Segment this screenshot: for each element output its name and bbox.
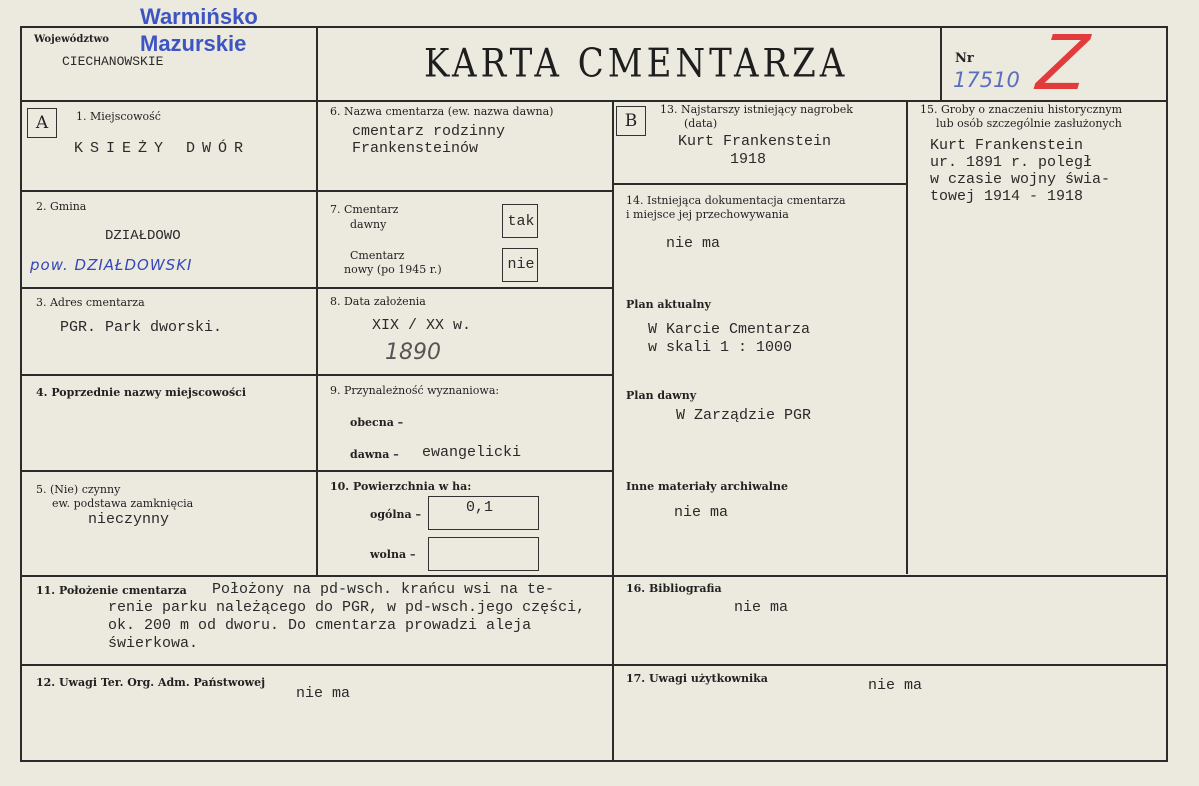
row-line-2 — [20, 287, 612, 289]
section-a-letter: A — [35, 113, 49, 133]
f3-label: 3. Adres cmentarza — [36, 296, 145, 309]
f17-value: nie ma — [868, 677, 923, 694]
f12-label: 12. Uwagi Ter. Org. Adm. Państwowej — [36, 676, 266, 689]
f6-value-2: Frankensteinów — [352, 140, 479, 157]
f15-label-1: 15. Groby o znaczeniu historycznym — [920, 103, 1123, 116]
row-line-5 — [20, 575, 1168, 577]
section-b-letter: B — [624, 111, 638, 131]
inne-materialy-label: Inne materiały archiwalne — [626, 480, 788, 493]
nr-letter: Z — [1033, 17, 1092, 106]
page-title: KARTA CMENTARZA — [424, 41, 849, 87]
f1-label: 1. Miejscowość — [76, 110, 161, 123]
col-divider-2 — [612, 100, 614, 760]
f6-label: 6. Nazwa cmentarza (ew. nazwa dawna) — [330, 105, 554, 118]
f7-nowy-2: nowy (po 1945 r.) — [344, 263, 442, 276]
f16-value: nie ma — [734, 599, 789, 616]
f11-line-1: Położony na pd-wsch. krańcu wsi na te- — [212, 581, 555, 598]
f13-value-2: 1918 — [730, 151, 767, 168]
f7-tak: tak — [507, 213, 535, 230]
plan-dawny-value: W Zarządzie PGR — [676, 407, 812, 424]
wojewodztwo-label: Województwo — [34, 34, 109, 45]
f10-wolna-box — [428, 537, 539, 571]
f10-ogolna-value: 0,1 — [466, 499, 494, 516]
f13-label-2: (data) — [684, 117, 718, 130]
f17-label: 17. Uwagi użytkownika — [626, 672, 768, 685]
plan-aktualny-value-1: W Karcie Cmentarza — [648, 321, 811, 338]
frame-right — [1166, 26, 1168, 762]
f1-value: KSIEŻY DWÓR — [74, 140, 251, 157]
f9-label: 9. Przynależność wyznaniowa: — [330, 384, 500, 397]
f8-value: XIX / XX w. — [372, 317, 472, 334]
f14-value: nie ma — [666, 235, 721, 252]
nr-label: Nr — [955, 51, 974, 66]
f3-value: PGR. Park dworski. — [60, 319, 223, 336]
f15-value-1: Kurt Frankenstein — [930, 137, 1084, 154]
f10-ogolna: ogólna – — [370, 508, 421, 521]
col-divider-3 — [906, 100, 908, 574]
header-divider-1 — [316, 26, 318, 100]
f13-value-1: Kurt Frankenstein — [678, 133, 832, 150]
f9-dawna-value: ewangelicki — [422, 444, 522, 461]
col-divider-1 — [316, 100, 318, 576]
f5-label-1: 5. (Nie) czynny — [36, 483, 121, 496]
plan-aktualny-label: Plan aktualny — [626, 298, 711, 311]
f11-label: 11. Położenie cmentarza — [36, 584, 187, 597]
f5-value: nieczynny — [88, 511, 170, 528]
f2-hand-note: pow. DZIAŁDOWSKI — [30, 256, 193, 274]
f7-label: 7. Cmentarz — [330, 203, 399, 216]
f8-label: 8. Data założenia — [330, 295, 426, 308]
f9-obecna: obecna – — [350, 416, 404, 429]
f4-label: 4. Poprzednie nazwy miejscowości — [36, 386, 247, 399]
nr-value: 17510 — [953, 68, 1020, 92]
row-line-3 — [20, 374, 612, 376]
f10-wolna: wolna – — [370, 548, 416, 561]
row-line-1 — [20, 190, 612, 192]
f8-hand-year: 1890 — [385, 340, 441, 365]
wojewodztwo-value: CIECHANOWSKIE — [62, 54, 164, 69]
frame-left — [20, 26, 22, 762]
f6-value-1: cmentarz rodzinny — [352, 123, 506, 140]
row-line-4 — [20, 470, 612, 472]
plan-aktualny-value-2: w skali 1 : 1000 — [648, 339, 793, 356]
f14-label-2: i miejsce jej przechowywania — [626, 208, 789, 221]
f12-value: nie ma — [296, 685, 351, 702]
f11-line-4: świerkowa. — [108, 635, 199, 652]
row-line-b — [612, 183, 906, 185]
plan-dawny-label: Plan dawny — [626, 389, 697, 402]
f10-label: 10. Powierzchnia w ha: — [330, 480, 472, 493]
f7-nie: nie — [507, 256, 535, 273]
f15-label-2: lub osób szczególnie zasłużonych — [936, 117, 1122, 130]
f15-value-3: w czasie wojny świa- — [930, 171, 1111, 188]
f11-line-3: ok. 200 m od dworu. Do cmentarza prowadzi aleja — [108, 617, 532, 634]
f2-label: 2. Gmina — [36, 200, 87, 213]
inne-materialy-value: nie ma — [674, 504, 729, 521]
header-bottom-line — [20, 100, 1168, 102]
f2-value: DZIAŁDOWO — [105, 228, 181, 244]
f7-nowy-1: Cmentarz — [350, 249, 405, 262]
header-divider-2 — [940, 26, 942, 100]
f15-value-2: ur. 1891 r. poległ — [930, 154, 1093, 171]
f14-label-1: 14. Istniejąca dokumentacja cmentarza — [626, 194, 846, 207]
row-line-6 — [20, 664, 1168, 666]
f7-dawny: dawny — [350, 218, 387, 231]
stamp-line-1: Warmińsko — [140, 4, 258, 29]
f9-dawna: dawna – — [350, 448, 399, 461]
f11-line-2: renie parku należącego do PGR, w pd-wsch.jego części, — [108, 599, 586, 616]
f5-label-2: ew. podstawa zamknięcia — [52, 497, 194, 510]
f13-label-1: 13. Najstarszy istniejący nagrobek — [660, 103, 853, 116]
frame-bottom — [20, 760, 1168, 762]
f16-label: 16. Bibliografia — [626, 582, 722, 595]
f15-value-4: towej 1914 - 1918 — [930, 188, 1084, 205]
stamp-line-2: Mazurskie — [140, 31, 247, 56]
